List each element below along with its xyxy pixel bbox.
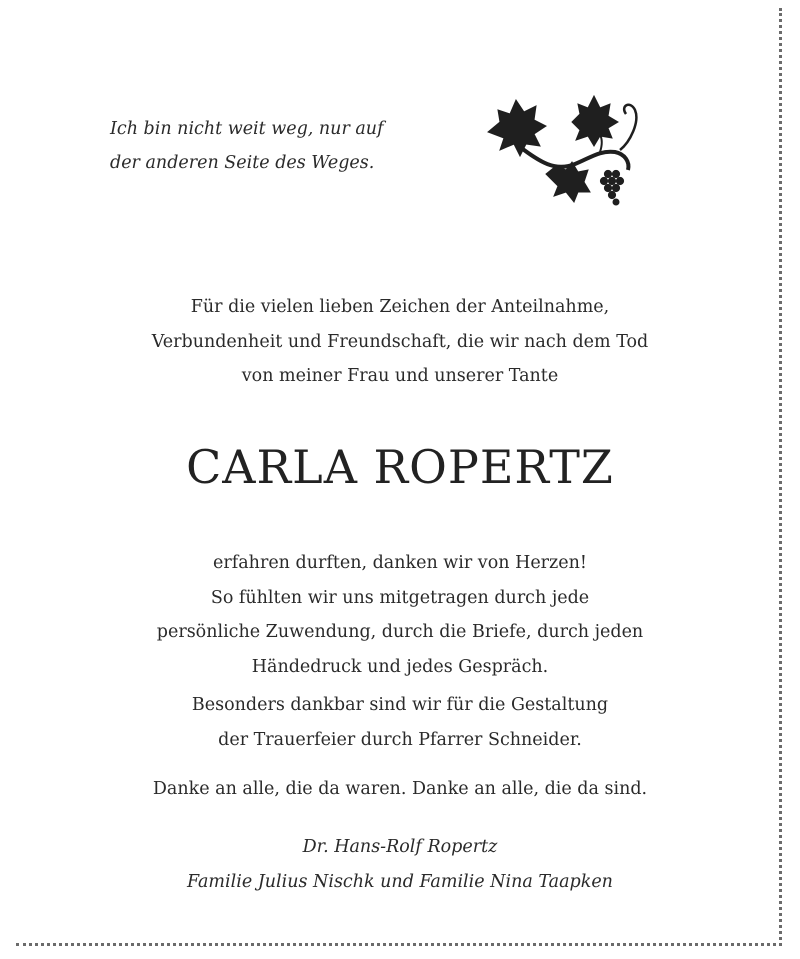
intro-paragraph (0, 290, 800, 394)
special-thanks-paragraph (0, 688, 800, 757)
thanks-line-1: erfahren durften, danken wir von Herzen! (213, 553, 587, 573)
intro-line-2: Verbundenheit und Freundschaft, die wir nach dem Tod (151, 331, 649, 352)
closing-paragraph (0, 772, 800, 807)
motto-line-2: der anderen Seite des Weges. (110, 153, 375, 173)
thanks-paragraph (0, 546, 800, 684)
deceased-name: CARLA ROPERTZ (186, 440, 614, 494)
grapevine-icon (480, 92, 650, 207)
special-line-1: Besonders dankbar sind wir für die Gestaltung (191, 695, 609, 715)
signature-block (0, 830, 800, 899)
intro-line-1: Für die vielen lieben Zeichen der Anteilnahme, (190, 297, 610, 317)
motto-line-1: Ich bin nicht weit weg, nur auf (110, 119, 384, 139)
signature-line-2: Familie Julius Nischk und Familie Nina Taapken (187, 871, 613, 892)
signature-line-1: Dr. Hans-Rolf Ropertz (302, 837, 498, 857)
closing-line: Danke an alle, die da waren. Danke an alle, die da sind. (152, 779, 648, 799)
thanks-line-3: persönliche Zuwendung, durch die Briefe, durch jeden (156, 622, 644, 642)
intro-line-3: von meiner Frau und unserer Tante (241, 366, 559, 386)
motto-quote (110, 112, 450, 180)
thanks-line-2: So fühlten wir uns mitgetragen durch jede (210, 587, 590, 608)
thanks-line-4: Händedruck und jedes Gespräch. (251, 656, 549, 677)
special-line-2: der Trauerfeier durch Pfarrer Schneider. (218, 729, 582, 750)
